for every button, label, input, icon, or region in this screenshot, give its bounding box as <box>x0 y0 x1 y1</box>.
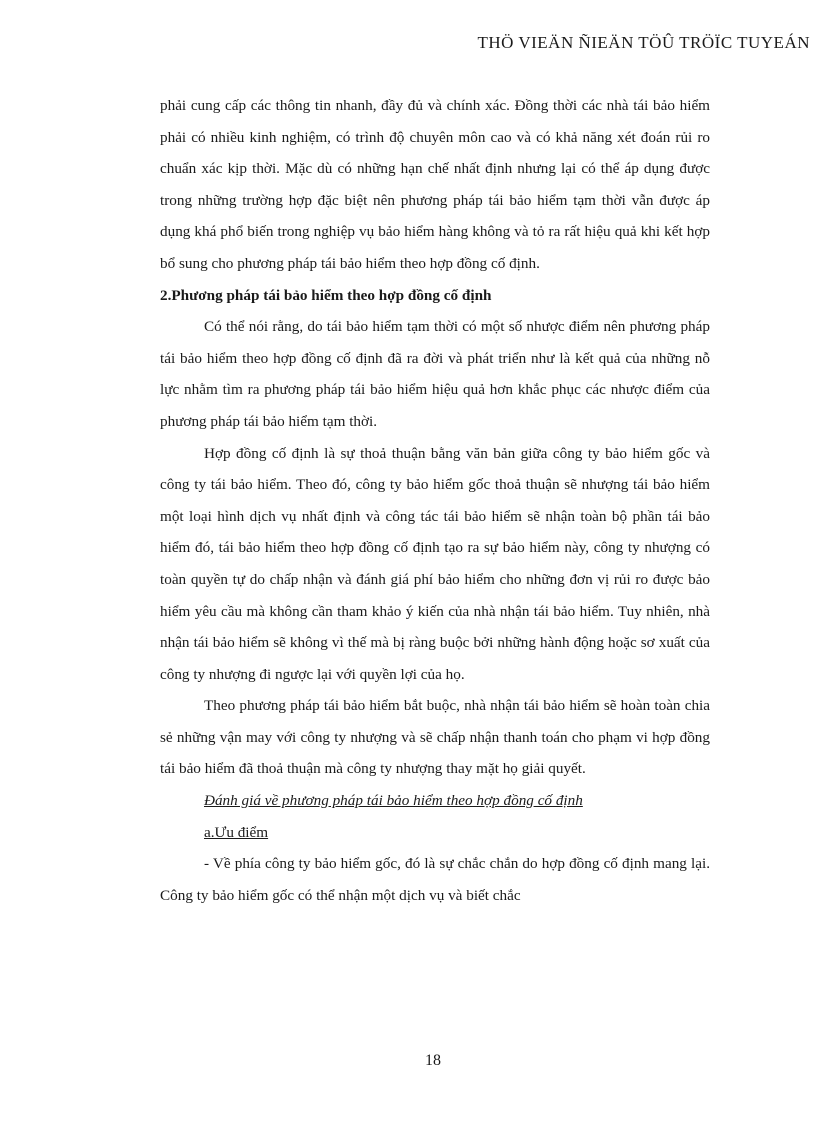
document-body <box>160 90 710 911</box>
paragraph-advantage: - Về phía công ty bảo hiểm gốc, đó là sự chắc chắn do hợp đồng cố định mang lại. Công ty bảo hiểm gốc có thể nhận một dịch vụ và biết chắc <box>160 855 710 904</box>
paragraph-mandatory: Theo phương pháp tái bảo hiểm bắt buộc, nhà nhận tái bảo hiểm sẽ hoàn toàn chia sẻ những vận may với công ty nhượng và sẽ chấp nhận thanh toán cho phạm vi hợp đồng tái bảo hiểm đã thoả thuận mà công ty nhượng thay mặt họ giải quyết. <box>160 697 710 778</box>
page-number: 18 <box>425 1052 441 1069</box>
evaluation-heading-text: Đánh giá về phương pháp tái bảo hiểm theo hợp đồng cố định <box>204 792 583 810</box>
evaluation-heading <box>160 785 710 817</box>
paragraph-definition: Hợp đồng cố định là sự thoả thuận bằng văn bản giữa công ty bảo hiểm gốc và công ty tái bảo hiểm. Theo đó, công ty bảo hiểm gốc thoả thuận sẽ nhượng tái bảo hiểm một loại hình dịch vụ nhất định và công tác tái bảo hiểm sẽ nhận toàn bộ phần tái bảo hiểm đó, tái bảo hiểm theo hợp đồng cố định tạo ra sự bảo hiểm này, công ty nhượng có toàn quyền tự do chấp nhận và đánh giá phí bảo hiểm cho những đơn vị rủi ro được bảo hiểm yêu cầu mà không cần tham khảo ý kiến của nhà nhận tái bảo hiểm. Tuy nhiên, nhà nhận tái bảo hiểm sẽ không vì thế mà bị ràng buộc bởi những hành động hoặc sơ xuất của công ty nhượng đi ngược lại với quyền lợi của họ. <box>160 444 710 683</box>
paragraph-intro: Có thể nói rằng, do tái bảo hiểm tạm thời có một số nhược điểm nên phương pháp tái bảo hiểm theo hợp đồng cố định đã ra đời và phát triển như là kết quả của những nỗ lực nhằm tìm ra phương pháp tái bảo hiểm hiệu quả hơn khắc phục các nhược điểm của phương pháp tái bảo hiểm tạm thời. <box>160 318 710 430</box>
section-heading: 2.Phương pháp tái bảo hiểm theo hợp đồng cố định <box>160 286 492 304</box>
paragraph-continuation: phải cung cấp các thông tin nhanh, đầy đủ và chính xác. Đồng thời các nhà tái bảo hiểm phải có nhiều kinh nghiệm, có trình độ chuyên môn cao và có khả năng xét đoán rủi ro chuẩn xác kịp thời. Mặc dù có những hạn chế nhất định nhưng lại có thể áp dụng được trong những trường hợp đặc biệt nên phương pháp tái bảo hiểm tạm thời vẫn được áp dụng khá phổ biến trong nghiệp vụ bảo hiểm hàng không và tỏ ra rất hiệu quả khi kết hợp bổ sung cho phương pháp tái bảo hiểm theo hợp đồng cố định. <box>160 97 710 272</box>
advantages-heading <box>160 817 710 849</box>
page-header-title: THÖ VIEÄN ÑIEÄN TÖÛ TRÖÏC TUYEÁN <box>477 33 810 52</box>
advantages-heading-text: a.Ưu điểm <box>204 823 269 841</box>
